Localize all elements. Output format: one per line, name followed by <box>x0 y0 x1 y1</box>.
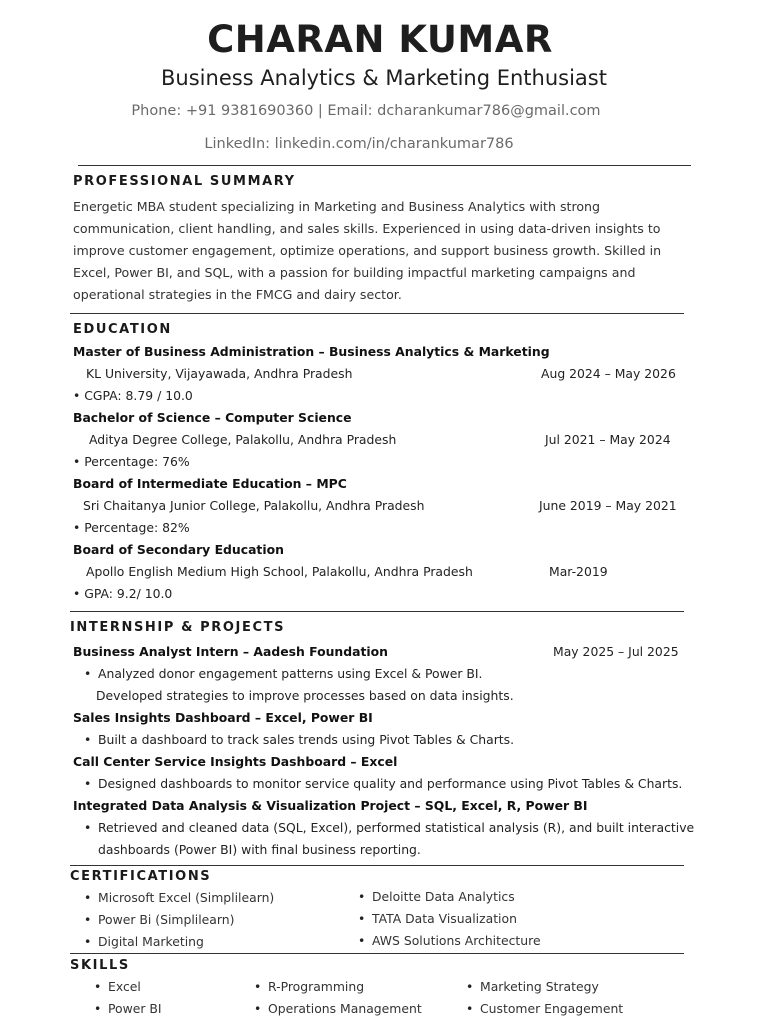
bullet-icon: • <box>94 1001 102 1016</box>
summary-text: Energetic MBA student specializing in Marketing and Business Analytics with strong communication, client handling, and sales skills. Experienced in using data-driven insights to improve customer engagement, optimize operations, and support business growth. Skilled in Excel, Power BI, and SQL, with a passion for building impactful marketing campaigns and operational strategies in the FMCG and dairy sector. <box>73 199 662 302</box>
skill-item: Operations Management <box>268 1001 422 1016</box>
edu-grade: • Percentage: 76% <box>73 454 190 469</box>
edu-degree: Master of Business Administration – Business Analytics & Marketing <box>73 344 550 359</box>
bullet-icon: • <box>254 1001 262 1016</box>
education-heading: EDUCATION <box>73 322 172 337</box>
bullet-icon: • <box>254 979 262 994</box>
intern-bullet: Developed strategies to improve processes based on data insights. <box>96 688 514 703</box>
header-divider <box>78 165 691 166</box>
projects-divider <box>70 865 684 866</box>
project-bullet: Designed dashboards to monitor service quality and performance using Pivot Tables & Charts. <box>98 776 683 791</box>
project-title: Call Center Service Insights Dashboard – Excel <box>73 754 398 769</box>
project-bullet-continued: dashboards (Power BI) with final business reporting. <box>98 842 421 857</box>
certifications-divider <box>70 953 684 954</box>
certification-item: Microsoft Excel (Simplilearn) <box>98 890 275 905</box>
education-divider <box>70 611 684 612</box>
edu-grade: • CGPA: 8.79 / 10.0 <box>73 388 193 403</box>
bullet-icon: • <box>358 911 366 926</box>
edu-dates: June 2019 – May 2021 <box>539 498 677 513</box>
intern-title: Business Analyst Intern – Aadesh Foundation <box>73 644 388 659</box>
certification-item: Power Bi (Simplilearn) <box>98 912 235 927</box>
certification-item: Deloitte Data Analytics <box>372 889 515 904</box>
skill-item: R-Programming <box>268 979 365 994</box>
tagline: Business Analytics & Marketing Enthusiast <box>161 66 607 90</box>
project-title: Sales Insights Dashboard – Excel, Power BI <box>73 710 373 725</box>
bullet-icon: • <box>358 889 366 904</box>
edu-dates: Jul 2021 – May 2024 <box>545 432 671 447</box>
edu-institution: KL University, Vijayawada, Andhra Pradesh <box>86 366 353 381</box>
linkedin-line: LinkedIn: linkedin.com/in/charankumar786 <box>204 136 514 152</box>
bullet-icon: • <box>358 933 366 948</box>
edu-institution: Apollo English Medium High School, Palakollu, Andhra Pradesh <box>86 564 473 579</box>
bullet-icon: • <box>84 934 92 949</box>
contact-line: Phone: +91 9381690360 | Email: dcharankumar786@gmail.com <box>131 103 601 119</box>
skill-item: Marketing Strategy <box>480 979 599 994</box>
skill-item: Power BI <box>108 1001 162 1016</box>
certification-item: AWS Solutions Architecture <box>372 933 541 948</box>
bullet-icon: • <box>466 1001 474 1016</box>
edu-grade: • Percentage: 82% <box>73 520 190 535</box>
edu-grade: • GPA: 9.2/ 10.0 <box>73 586 173 601</box>
project-bullet: Built a dashboard to track sales trends using Pivot Tables & Charts. <box>98 732 515 747</box>
bullet-icon: • <box>84 890 92 905</box>
edu-institution: Aditya Degree College, Palakollu, Andhra Pradesh <box>89 432 397 447</box>
bullet-icon: • <box>466 979 474 994</box>
edu-dates: Aug 2024 – May 2026 <box>541 366 676 381</box>
bullet-icon: • <box>94 979 102 994</box>
bullet-icon: • <box>84 666 92 681</box>
edu-institution: Sri Chaitanya Junior College, Palakollu, Andhra Pradesh <box>83 498 425 513</box>
certifications-heading: CERTIFICATIONS <box>70 869 212 884</box>
certification-item: Digital Marketing <box>98 934 204 949</box>
edu-degree: Bachelor of Science – Computer Science <box>73 410 352 425</box>
project-bullet: Retrieved and cleaned data (SQL, Excel), performed statistical analysis (R), and built interactive <box>98 820 695 835</box>
bullet-icon: • <box>84 776 92 791</box>
intern-dates: May 2025 – Jul 2025 <box>553 644 679 659</box>
certification-item: TATA Data Visualization <box>372 911 517 926</box>
skills-heading: SKILLS <box>70 958 130 973</box>
skill-item: Excel <box>108 979 141 994</box>
skill-item: Customer Engagement <box>480 1001 624 1016</box>
summary-divider <box>70 313 684 314</box>
intern-bullet: Analyzed donor engagement patterns using Excel & Power BI. <box>98 666 483 681</box>
projects-heading: INTERNSHIP & PROJECTS <box>70 620 286 635</box>
summary-heading: PROFESSIONAL SUMMARY <box>73 174 296 189</box>
edu-degree: Board of Secondary Education <box>73 542 284 557</box>
edu-dates: Mar-2019 <box>549 564 608 579</box>
bullet-icon: • <box>84 820 92 835</box>
bullet-icon: • <box>84 912 92 927</box>
candidate-name: CHARAN KUMAR <box>207 18 553 61</box>
project-title: Integrated Data Analysis & Visualization Project – SQL, Excel, R, Power BI <box>73 798 588 813</box>
edu-degree: Board of Intermediate Education – MPC <box>73 476 347 491</box>
bullet-icon: • <box>84 732 92 747</box>
